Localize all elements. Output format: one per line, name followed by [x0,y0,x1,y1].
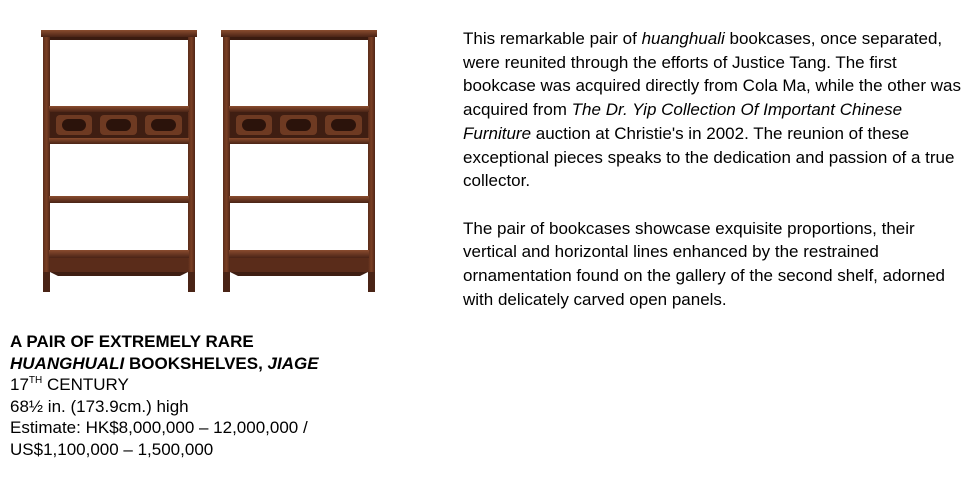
lot-title-line1: A PAIR OF EXTREMELY RARE [10,332,254,351]
century-text: CENTURY [42,375,129,394]
title-italic-huanghuali: HUANGHUALI [10,353,125,373]
lot-estimate-line2: US$1,100,000 – 1,500,000 [10,439,214,459]
description-paragraph-2: The pair of bookcases showcase exquisite proportions, their vertical and horizontal lines enhanced by the restrained ornamentation found on the gallery of the second shelf, adorned with delicately carved open panels. [463,218,946,309]
p1-text-c: auction at Christie's in 2002. The reunion of these exceptional pieces speaks to the dedication and passion of a true collector. [463,123,955,191]
title-bookshelves: BOOKSHELVES, [124,353,268,373]
lot-title-line2 [10,353,410,375]
lot-description [463,27,973,311]
century-superscript: TH [28,375,43,386]
p1-italic-collection: The Dr. Yip Collection Of Important Chinese Furniture [463,100,903,143]
lot-century [10,374,410,396]
lot-estimate-line1: Estimate: HK$8,000,000 – 12,000,000 / [10,418,308,437]
lot-caption [10,331,410,460]
bookshelves-photo [40,26,380,294]
p1-text-a: This remarkable pair of [463,29,642,48]
title-italic-jiage: JIAGE [267,353,319,373]
lot-dimension: 68½ in. (173.9cm.) high [10,396,189,416]
century-number: 17 [10,375,29,394]
description-paragraph-1 [463,27,973,193]
p1-text-b: bookcases, once separated, were reunited through the efforts of Justice Tang. The first bookcase was acquired directly from Cola Ma, while the other was acquired from [463,29,961,120]
p1-italic-huanghuali: huanghuali [641,29,725,48]
